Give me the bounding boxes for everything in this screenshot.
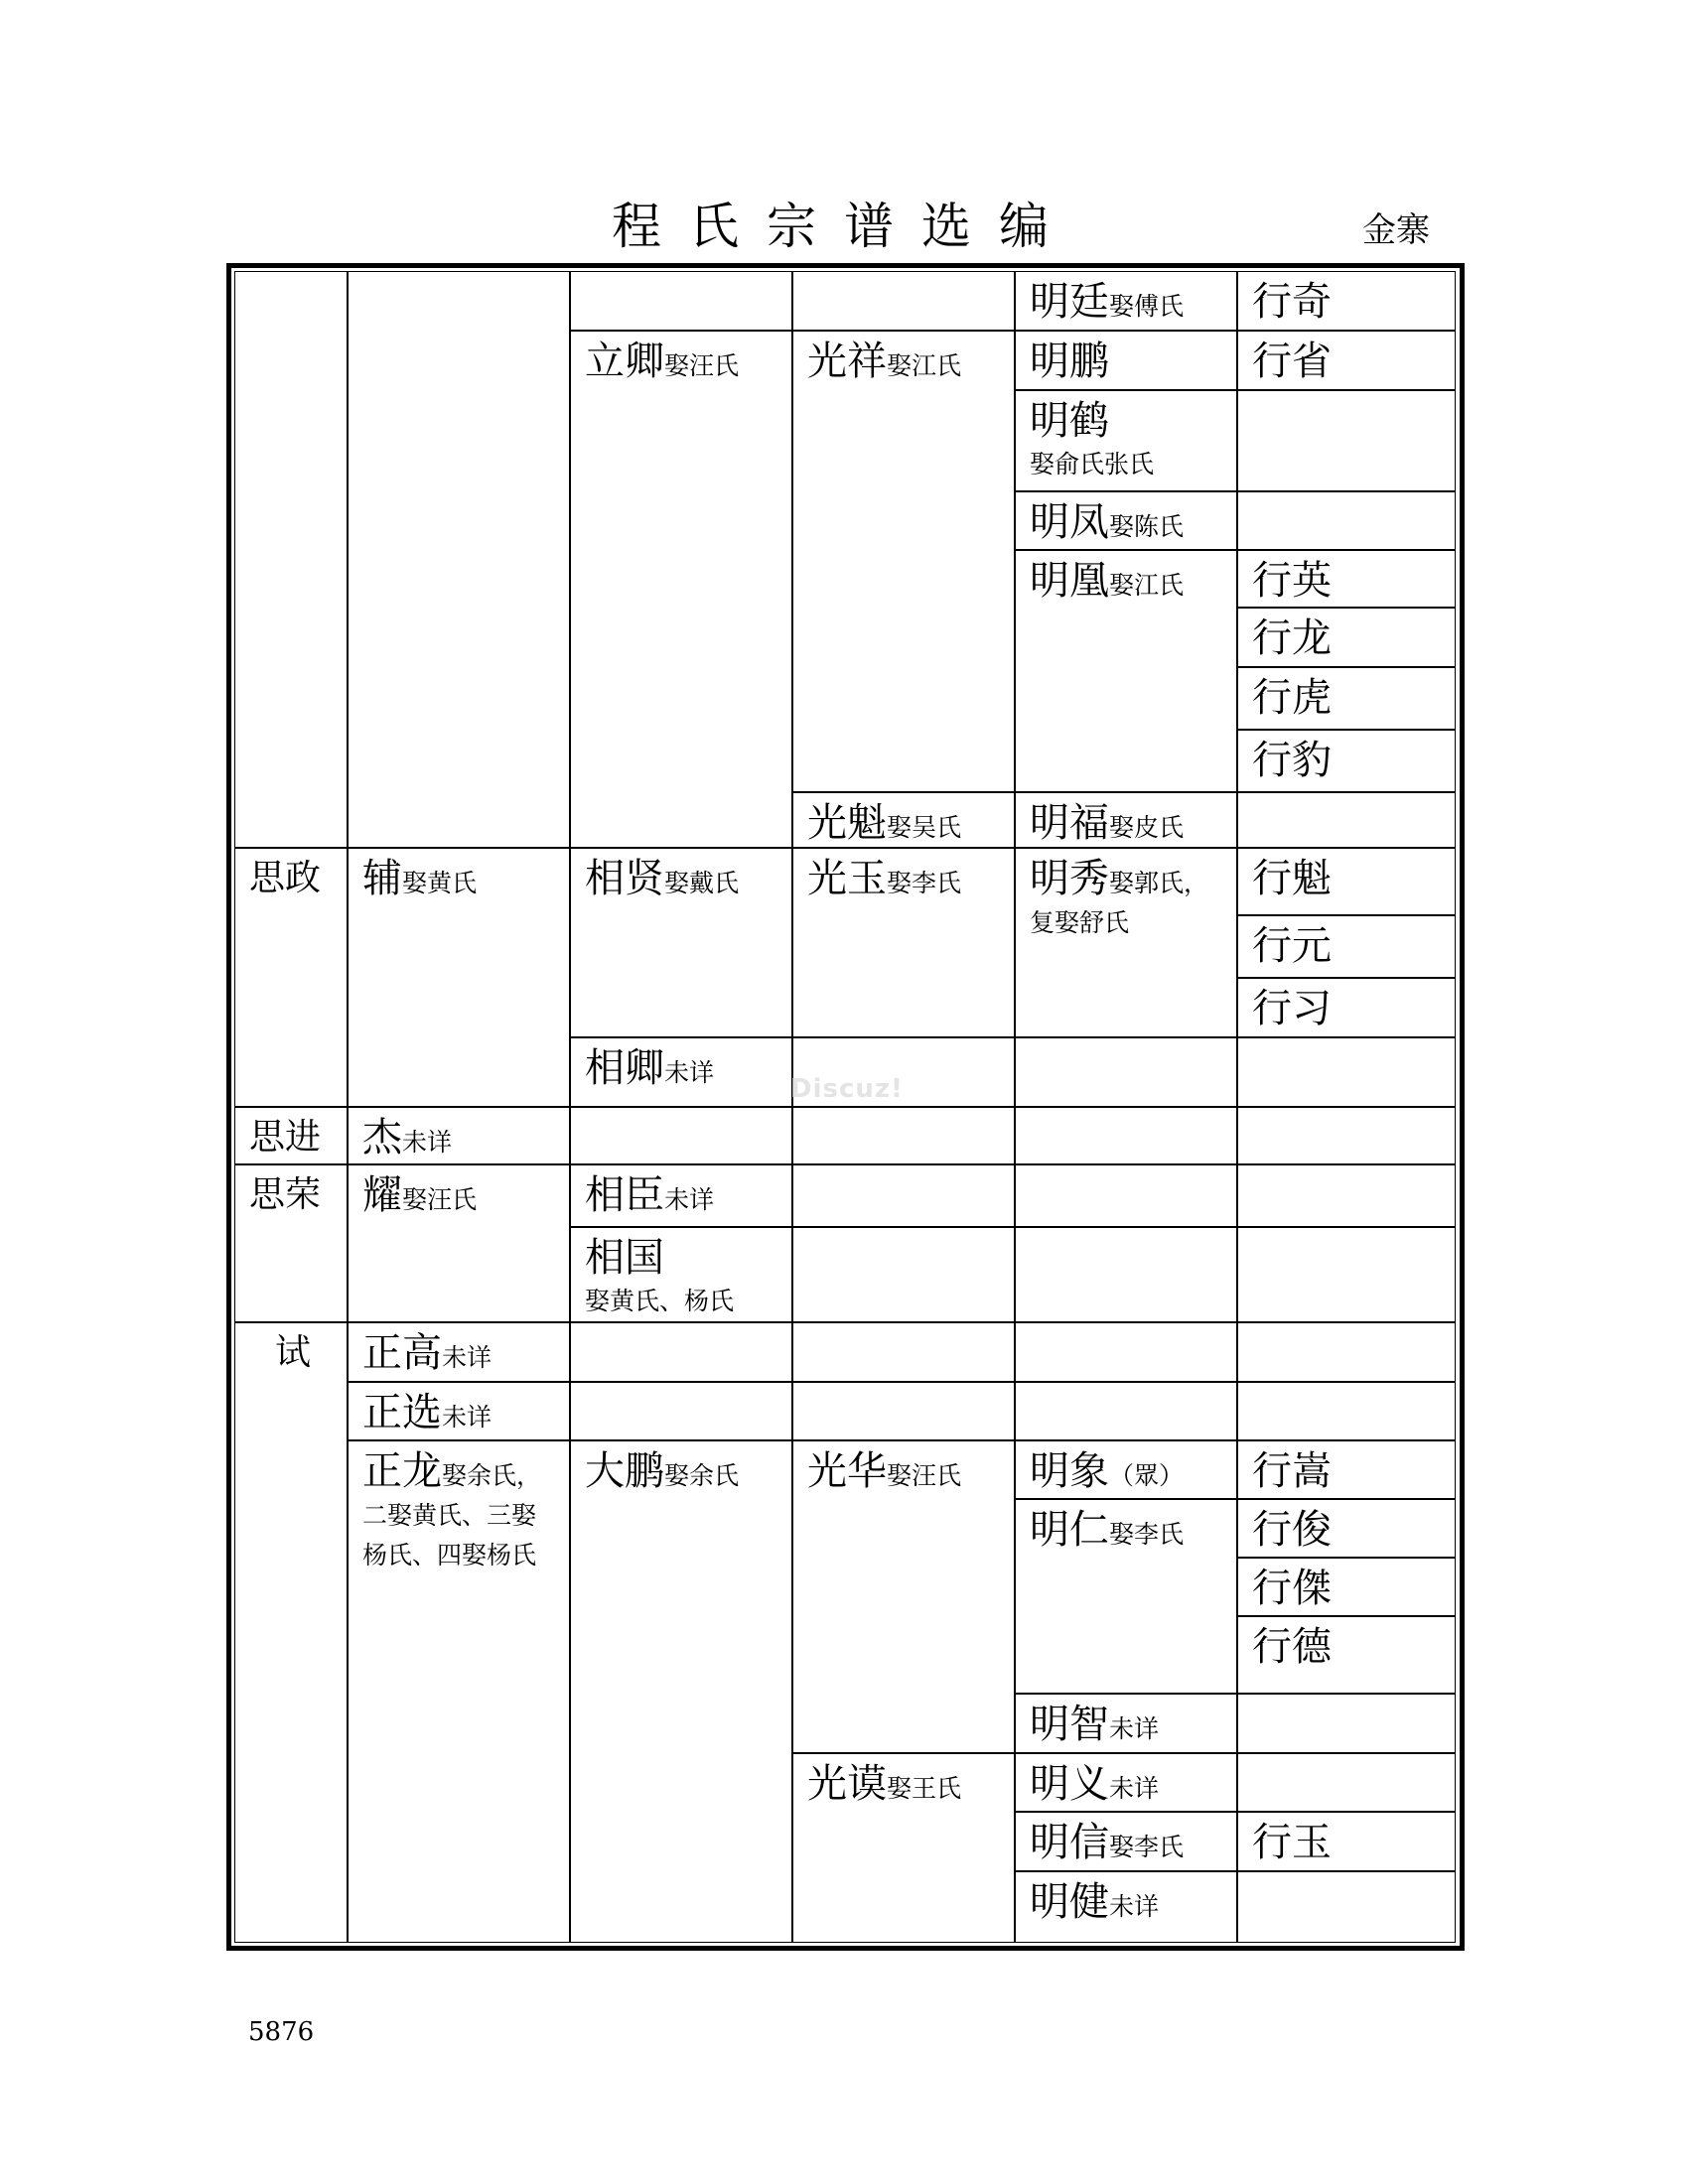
marriage-note: 娶汪氏 [887,1461,962,1490]
genealogy-cell [1237,978,1456,1037]
person-name: 试 [275,1332,312,1373]
person-name: 行魁 [1252,856,1332,901]
person-name: 明凰 [1030,558,1109,604]
person-name: 思政 [249,858,322,898]
person-name: 杰 [362,1115,402,1160]
genealogy-cell [1015,1753,1237,1812]
marriage-note: 娶汪氏 [402,1185,478,1214]
person-name: 光玉 [807,856,887,901]
genealogy-cell [792,1382,1015,1440]
genealogy-cell [1237,1440,1456,1499]
marriage-note-line: 娶俞氏张氏 [1030,450,1155,478]
person-name: 明秀 [1030,856,1109,901]
person-name: 正高 [362,1330,442,1376]
marriage-note: 娶郭氏， [1109,869,1209,897]
marriage-note-line: 复娶舒氏 [1030,908,1130,937]
genealogy-cell [1237,1227,1456,1322]
person-name: 明福 [1030,800,1109,846]
marriage-note: 娶江氏 [887,351,962,380]
genealogy-cell [792,271,1015,331]
person-name: 明鹏 [1030,339,1109,384]
person-name: 明智 [1030,1702,1109,1747]
genealogy-cell [1015,1382,1237,1440]
person-name: 行豹 [1252,738,1332,783]
genealogy-cell [792,1107,1015,1164]
marriage-note: 未详 [664,1185,715,1214]
genealogy-cell [1237,1616,1456,1694]
genealogy-cell [234,848,348,1107]
marriage-note: 未详 [402,1128,453,1157]
genealogy-cell [1237,848,1456,915]
genealogy-cell [792,848,1015,1037]
genealogy-cell [1237,1164,1456,1227]
person-name: 行傑 [1252,1566,1332,1611]
genealogy-cell [1237,1107,1456,1164]
genealogy-cell [1237,1558,1456,1616]
person-name: 光华 [807,1448,887,1494]
person-name: 行嵩 [1252,1448,1332,1494]
genealogy-cell [348,1382,570,1440]
genealogy-cell [792,792,1015,848]
marriage-note: 娶李氏 [887,869,962,897]
genealogy-cell [570,1037,792,1107]
genealogy-cell [1015,491,1237,550]
person-name: 明信 [1030,1820,1109,1865]
marriage-note: 未详 [1109,1714,1160,1743]
marriage-note: 娶戴氏 [664,869,740,897]
genealogy-cell [234,271,348,848]
person-name: 光祥 [807,339,887,384]
genealogy-cell [1015,1694,1237,1753]
genealogy-cell [348,848,570,1107]
page-title: 程氏宗谱选编 [612,198,1076,255]
genealogy-cell [570,1382,792,1440]
marriage-note: 娶吴氏 [887,813,962,842]
marriage-note: 未详 [442,1343,492,1372]
genealogy-cell [1237,1753,1456,1812]
genealogy-cell [1015,550,1237,792]
person-name: 耀 [362,1172,402,1218]
genealogy-cell [1237,730,1456,792]
genealogy-cell [1237,1322,1456,1382]
marriage-note: 娶余氏 [664,1461,740,1490]
marriage-note: 娶李氏 [1109,1833,1185,1861]
genealogy-cell [570,331,792,848]
genealogy-cell [1015,1440,1237,1499]
marriage-note: 娶黄氏 [402,869,478,897]
person-name: 明仁 [1030,1507,1109,1553]
genealogy-cell [348,271,570,848]
marriage-note: 娶汪氏 [664,351,740,380]
genealogy-cell [1237,491,1456,550]
person-name: 行元 [1252,923,1332,969]
person-name: 相卿 [585,1045,664,1091]
genealogy-cell [1237,1037,1456,1107]
person-name: 相臣 [585,1172,664,1218]
genealogy-cell [792,1322,1015,1382]
marriage-note-line: 杨氏、四娶杨氏 [362,1541,537,1570]
person-name: 明鹤 [1030,398,1109,444]
genealogy-cell [234,1322,348,1943]
genealogy-cell [1237,915,1456,978]
person-name: 相贤 [585,856,664,901]
genealogy-cell [1015,331,1237,390]
genealogy-cell [1237,390,1456,491]
watermark: Discuz! [790,1074,904,1104]
genealogy-cell [570,1227,792,1322]
person-name: 相国 [585,1235,664,1281]
genealogy-cell [1015,1322,1237,1382]
person-name: 行虎 [1252,675,1332,721]
marriage-note-line: 二娶黄氏、三娶 [362,1501,537,1530]
genealogy-cell [234,1164,348,1322]
genealogy-cell [1237,1382,1456,1440]
genealogy-cell [348,1322,570,1382]
marriage-note: 娶皮氏 [1109,813,1185,842]
genealogy-cell [570,848,792,1037]
person-name: 行省 [1252,339,1332,384]
person-name: 大鹏 [585,1448,664,1494]
marriage-note: 娶王氏 [887,1774,962,1803]
person-name: 明凤 [1030,499,1109,545]
person-name: 行俊 [1252,1507,1332,1553]
marriage-note: 娶余氏， [442,1461,542,1490]
marriage-note: 未详 [1109,1892,1160,1921]
genealogy-cell [1015,1037,1237,1107]
person-name: 光谟 [807,1761,887,1807]
genealogy-cell [792,1753,1015,1943]
person-name: 明健 [1030,1879,1109,1925]
genealogy-cell [792,1227,1015,1322]
genealogy-cell [570,271,792,331]
marriage-note: 娶李氏 [1109,1520,1185,1549]
genealogy-cell [1015,848,1237,1037]
genealogy-cell [348,1440,570,1943]
person-name: 明象 [1030,1448,1109,1494]
genealogy-cell [570,1107,792,1164]
place-label: 金寨 [1362,210,1430,250]
genealogy-cell [348,1164,570,1322]
genealogy-cell [348,1107,570,1164]
person-name: 行英 [1252,558,1332,604]
genealogy-cell [1015,390,1237,491]
marriage-note: 娶傅氏 [1109,292,1185,321]
person-name: 明廷 [1030,279,1109,325]
person-name: 正龙 [362,1448,442,1494]
marriage-note-line: 娶黄氏、杨氏 [585,1287,735,1315]
genealogy-cell [1237,667,1456,730]
person-name: 正选 [362,1390,442,1435]
genealogy-cell [570,1440,792,1943]
genealogy-cell [1237,271,1456,331]
genealogy-cell [792,1164,1015,1227]
marriage-note: 未详 [442,1403,492,1432]
genealogy-cell [1015,792,1237,848]
genealogy-cell [792,331,1015,792]
genealogy-cell [1015,1871,1237,1943]
person-name: 辅 [362,856,402,901]
marriage-note: 未详 [664,1058,715,1087]
genealogy-cell [1237,1812,1456,1871]
marriage-note: （眾） [1109,1461,1185,1490]
person-name: 明义 [1030,1761,1109,1807]
genealogy-cell [1237,608,1456,667]
genealogy-cell [792,1440,1015,1753]
person-name: 行奇 [1252,279,1332,325]
marriage-note: 娶江氏 [1109,571,1185,600]
genealogy-cell [234,1107,348,1164]
genealogy-cell [1015,1812,1237,1871]
person-name: 立卿 [585,339,664,384]
person-name: 光魁 [807,800,887,846]
marriage-note: 未详 [1109,1774,1160,1803]
genealogy-cell [1237,331,1456,390]
genealogy-cell [1237,1499,1456,1558]
genealogy-cell [1237,550,1456,608]
page-number: 5876 [248,2017,315,2047]
person-name: 行玉 [1252,1820,1332,1865]
genealogy-cell [1015,1499,1237,1694]
genealogy-cell [1015,1107,1237,1164]
genealogy-cell [1237,1694,1456,1753]
genealogy-cell [1015,1164,1237,1227]
person-name: 行龙 [1252,615,1332,661]
person-name: 思荣 [249,1174,322,1215]
person-name: 行德 [1252,1624,1332,1670]
genealogy-cell [570,1322,792,1382]
genealogy-cell [1015,271,1237,331]
marriage-note: 娶陈氏 [1109,512,1185,541]
person-name: 行习 [1252,986,1332,1031]
person-name: 思进 [249,1117,322,1158]
genealogy-cell [1237,1871,1456,1943]
genealogy-cell [1237,792,1456,848]
genealogy-cell [1015,1227,1237,1322]
genealogy-cell [570,1164,792,1227]
